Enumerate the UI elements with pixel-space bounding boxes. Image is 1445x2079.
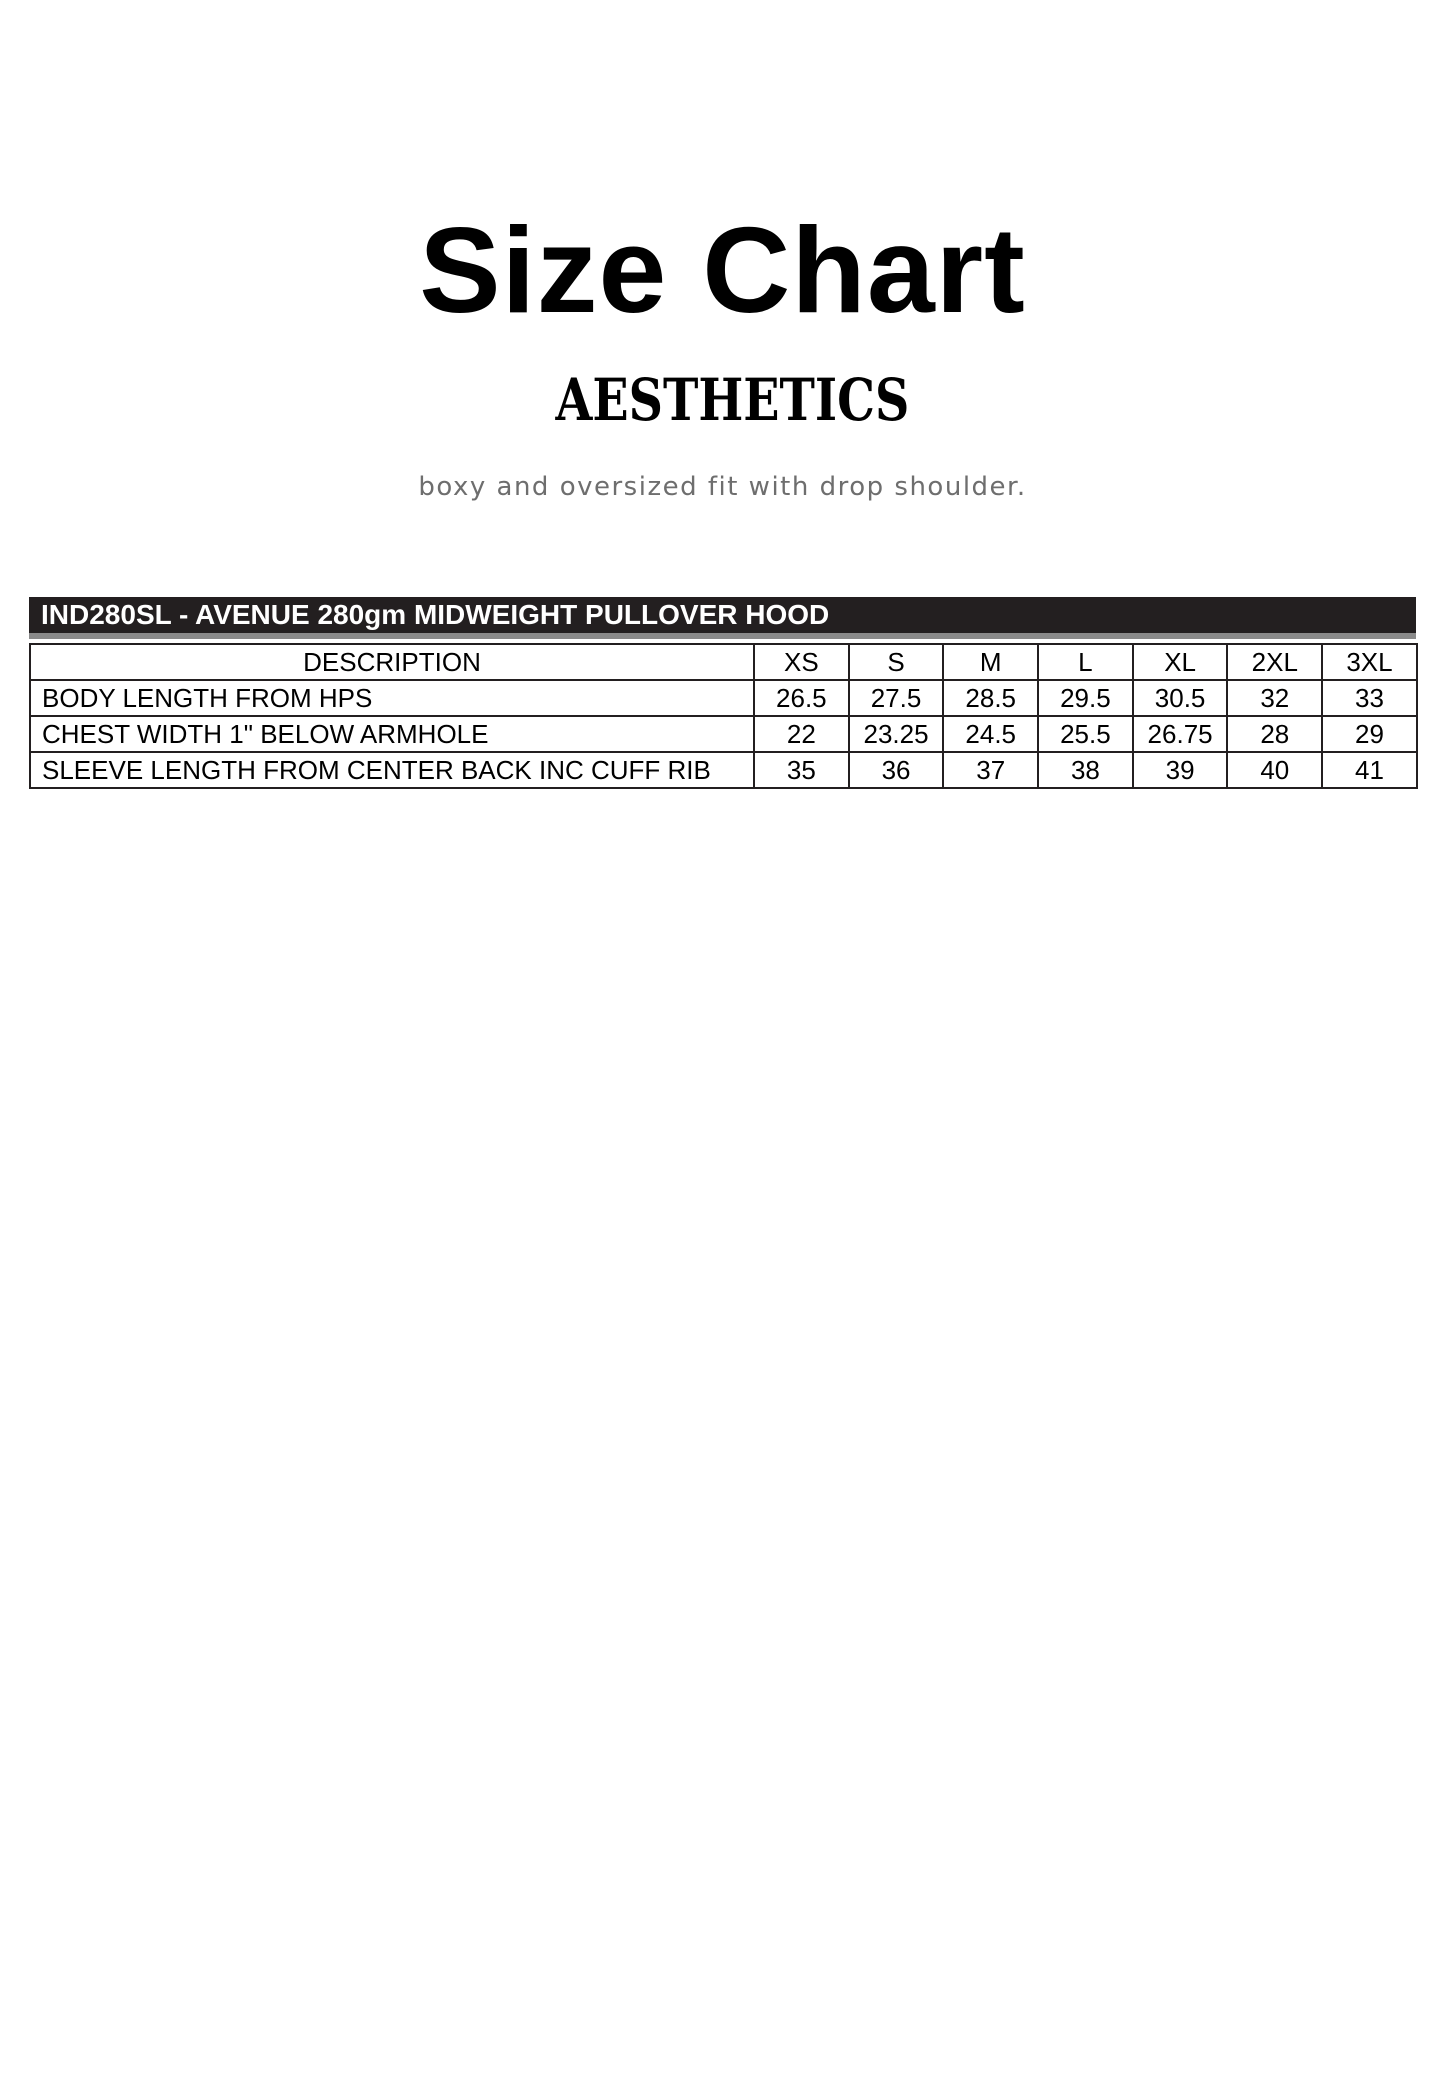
table-cell: 26.5 <box>754 680 849 716</box>
table-cell: 39 <box>1133 752 1228 788</box>
fit-description: boxy and oversized fit with drop shoulder. <box>418 472 1027 502</box>
page-title: Size Chart <box>419 202 1026 338</box>
product-title-bar: IND280SL - AVENUE 280gm MIDWEIGHT PULLOVER HOOD <box>29 597 1416 639</box>
table-cell: 27.5 <box>849 680 944 716</box>
column-header-l: L <box>1038 644 1133 680</box>
table-cell: 29.5 <box>1038 680 1133 716</box>
table-cell: 36 <box>849 752 944 788</box>
table-cell: 25.5 <box>1038 716 1133 752</box>
table-row <box>30 680 1417 716</box>
table-cell: 28 <box>1227 716 1322 752</box>
table-cell: 33 <box>1322 680 1417 716</box>
row-description: SLEEVE LENGTH FROM CENTER BACK INC CUFF RIB <box>30 752 754 788</box>
column-header-row <box>30 644 1417 680</box>
table-cell: 41 <box>1322 752 1417 788</box>
column-header-s: S <box>849 644 944 680</box>
column-header-2xl: 2XL <box>1227 644 1322 680</box>
table-row <box>30 716 1417 752</box>
table-cell: 26.75 <box>1133 716 1228 752</box>
row-description: CHEST WIDTH 1" BELOW ARMHOLE <box>30 716 754 752</box>
table-cell: 40 <box>1227 752 1322 788</box>
table-cell: 22 <box>754 716 849 752</box>
table-cell: 35 <box>754 752 849 788</box>
row-description: BODY LENGTH FROM HPS <box>30 680 754 716</box>
table-cell: 30.5 <box>1133 680 1228 716</box>
table-cell: 38 <box>1038 752 1133 788</box>
brand-name: AESTHETICS <box>555 366 910 434</box>
size-table <box>29 643 1418 789</box>
table-cell: 24.5 <box>943 716 1038 752</box>
column-header-3xl: 3XL <box>1322 644 1417 680</box>
table-cell: 32 <box>1227 680 1322 716</box>
table-cell: 28.5 <box>943 680 1038 716</box>
column-header-xl: XL <box>1133 644 1228 680</box>
table-row <box>30 752 1417 788</box>
column-header-description: DESCRIPTION <box>30 644 754 680</box>
table-cell: 29 <box>1322 716 1417 752</box>
column-header-m: M <box>943 644 1038 680</box>
table-cell: 23.25 <box>849 716 944 752</box>
size-chart-table <box>29 597 1416 789</box>
table-cell: 37 <box>943 752 1038 788</box>
column-header-xs: XS <box>754 644 849 680</box>
